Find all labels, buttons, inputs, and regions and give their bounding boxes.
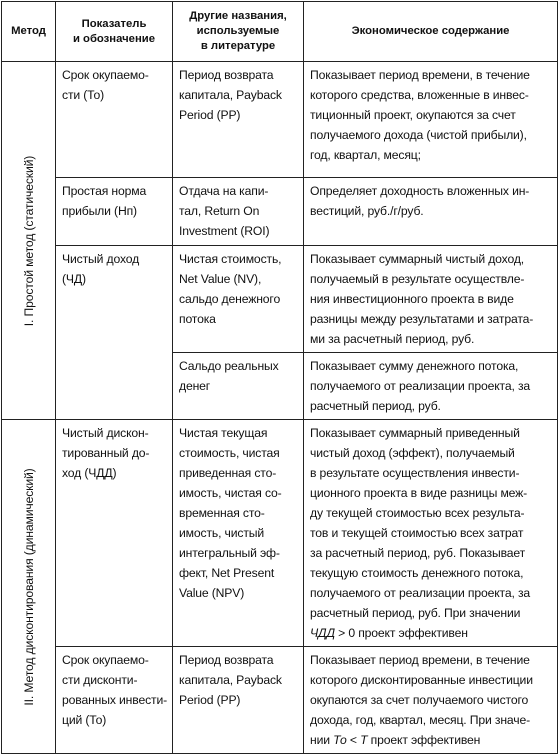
cell-line: которого дисконтированные инвестиции bbox=[310, 673, 533, 687]
cell-line: сти (То) bbox=[62, 88, 105, 102]
cell-line: капитала, Payback bbox=[179, 88, 282, 102]
metric-cell bbox=[56, 178, 173, 246]
method-label: II. Метод дисконтирования (динамический) bbox=[22, 467, 36, 706]
table-row bbox=[2, 62, 558, 178]
other-names-cell bbox=[173, 420, 304, 647]
cell-line: Отдача на капи- bbox=[179, 184, 269, 198]
cell-line: получаемого от реализации проекта, за bbox=[310, 379, 531, 393]
formula-variable: ЧДД bbox=[310, 626, 335, 640]
cell-line: Чистая текущая bbox=[179, 426, 268, 440]
cell-line: Период возврата bbox=[179, 68, 274, 82]
cell-line: прибыли (Нп) bbox=[62, 204, 137, 218]
cell-line: (ЧД) bbox=[62, 272, 86, 286]
cell-line: Чистая стоимость, bbox=[179, 252, 282, 266]
cell-line: Показывает суммарный чистый доход, bbox=[310, 252, 525, 266]
header-metric bbox=[56, 2, 173, 62]
formula-line bbox=[310, 730, 552, 750]
cell-line: Чистый доход bbox=[62, 252, 140, 266]
header-line: Показатель bbox=[81, 17, 147, 30]
cell-line: потока bbox=[179, 312, 216, 326]
cell-line: окупаются за счет получаемого чистого bbox=[310, 693, 529, 707]
cell-line: Показывает суммарный приведенный bbox=[310, 426, 520, 440]
cell-line: сти дисконти- bbox=[62, 673, 138, 687]
cell-line: в результате осуществления инвести- bbox=[310, 466, 520, 480]
content-cell bbox=[304, 420, 558, 647]
metric-cell bbox=[56, 62, 173, 178]
header-line: и обозначение bbox=[72, 32, 156, 45]
cell-line: разницы между результатами и затрата- bbox=[310, 312, 534, 326]
cell-line: расчетный период, руб. При значении bbox=[310, 606, 521, 620]
other-names-cell bbox=[173, 647, 304, 754]
cell-line: ду текущей стоимостью всех результа- bbox=[310, 506, 525, 520]
content-cell bbox=[304, 62, 558, 178]
cell-line: приведенная сто- bbox=[179, 466, 277, 480]
cell-line: фект, Net Present bbox=[179, 566, 275, 580]
content-cell bbox=[304, 246, 558, 353]
content-cell bbox=[304, 178, 558, 246]
cell-line: имость, чистая со- bbox=[179, 486, 282, 500]
content-cell bbox=[304, 353, 558, 420]
cell-line: Показывает сумму денежного потока, bbox=[310, 359, 519, 373]
cell-line: Сальдо реальных bbox=[179, 359, 279, 373]
cell-line: Period (PP) bbox=[179, 693, 241, 707]
method-group-simple bbox=[2, 62, 56, 420]
table-row bbox=[2, 647, 558, 754]
cell-line: получаемый в результате осуществле- bbox=[310, 272, 525, 286]
cell-line: Investment (ROI) bbox=[179, 224, 270, 238]
cell-line: временная сто- bbox=[179, 506, 265, 520]
method-label-wrap bbox=[8, 65, 50, 416]
metric-cell bbox=[56, 420, 173, 647]
other-names-cell bbox=[173, 62, 304, 178]
formula-operator: < bbox=[346, 733, 361, 747]
cell-line: чистый доход (эффект), получаемый bbox=[310, 446, 515, 460]
cell-line: Value (NPV) bbox=[179, 586, 245, 600]
header-other-names bbox=[173, 2, 304, 62]
cell-line: текущую стоимость денежного потока, bbox=[310, 566, 524, 580]
method-label-wrap bbox=[8, 423, 50, 750]
cell-line: Простая норма bbox=[62, 184, 147, 198]
cell-line: Период возврата bbox=[179, 653, 274, 667]
cell-line: Показывает период времени, в течение bbox=[310, 68, 530, 82]
formula-text: проект эффективен bbox=[367, 733, 481, 747]
cell-line: Net Value (NV), bbox=[179, 272, 262, 286]
cell-line: тированный до- bbox=[62, 446, 150, 460]
cell-line: сальдо денежного bbox=[179, 292, 281, 306]
header-method: Метод bbox=[2, 2, 56, 62]
header-economic-content: Экономическое содержание bbox=[304, 2, 558, 62]
formula-variable: То bbox=[333, 733, 347, 747]
cell-line: вестиций, руб./г/руб. bbox=[310, 204, 424, 218]
cell-line: ционного проекта в виде разницы меж- bbox=[310, 486, 528, 500]
formula-variable: Т bbox=[360, 733, 368, 747]
formula-text: нии bbox=[310, 733, 330, 747]
cell-line: денег bbox=[179, 379, 211, 393]
cell-line: капитала, Payback bbox=[179, 673, 282, 687]
cell-line: Чистый дискон- bbox=[62, 426, 149, 440]
content-cell bbox=[304, 647, 558, 754]
other-names-cell bbox=[173, 178, 304, 246]
header-row bbox=[2, 2, 558, 62]
metric-cell bbox=[56, 647, 173, 754]
other-names-cell bbox=[173, 246, 304, 353]
cell-line: Определяет доходность вложенных ин- bbox=[310, 184, 530, 198]
cell-line: ций (То) bbox=[62, 713, 107, 727]
cell-line: которого средства, вложенные в инвес- bbox=[310, 88, 529, 102]
cell-line: получаемого от реализации проекта, за bbox=[310, 586, 531, 600]
cell-line: ния инвестиционного проекта в виде bbox=[310, 292, 514, 306]
cell-line: Показывает период времени, в течение bbox=[310, 653, 530, 667]
method-group-discounting bbox=[2, 420, 56, 754]
cell-line: ход (ЧДД) bbox=[62, 466, 117, 480]
cell-line: расчетный период, руб. bbox=[310, 399, 441, 413]
cell-line: Period (PP) bbox=[179, 108, 241, 122]
table-row bbox=[2, 178, 558, 246]
cell-line: за расчетный период, руб. Показывает bbox=[310, 546, 526, 560]
investment-indicators-table bbox=[1, 1, 558, 754]
cell-line: ми за расчетный период, руб. bbox=[310, 332, 475, 346]
cell-line: интегральный эф- bbox=[179, 546, 280, 560]
header-line: используемые bbox=[196, 25, 280, 37]
cell-line: Срок окупаемо- bbox=[62, 68, 149, 82]
cell-line: рованных инвести- bbox=[62, 693, 168, 707]
cell-line: тал, Return On bbox=[179, 204, 260, 218]
table-row bbox=[2, 246, 558, 353]
other-names-cell bbox=[173, 353, 304, 420]
cell-line: тиционный проект, окупаются за счет bbox=[310, 108, 516, 122]
cell-line: получаемого дохода (чистой прибыли), bbox=[310, 128, 527, 142]
formula-text: > 0 проект эффективен bbox=[334, 626, 468, 640]
cell-line: имость, чистый bbox=[179, 526, 265, 540]
cell-line: стоимость, чистая bbox=[179, 446, 280, 460]
cell-line: тов и текущей стоимостью всех затрат bbox=[310, 526, 524, 540]
formula-line bbox=[310, 623, 552, 643]
cell-line: Срок окупаемо- bbox=[62, 653, 149, 667]
cell-line: год, квартал, месяц; bbox=[310, 148, 421, 162]
metric-cell bbox=[56, 246, 173, 420]
table-row bbox=[2, 420, 558, 647]
cell-line: дохода, год, квартал, месяц. При значе- bbox=[310, 713, 531, 727]
header-line: в литературе bbox=[200, 40, 276, 52]
header-line: Другие названия, bbox=[189, 10, 287, 22]
method-label: I. Простой метод (статический) bbox=[22, 155, 36, 326]
